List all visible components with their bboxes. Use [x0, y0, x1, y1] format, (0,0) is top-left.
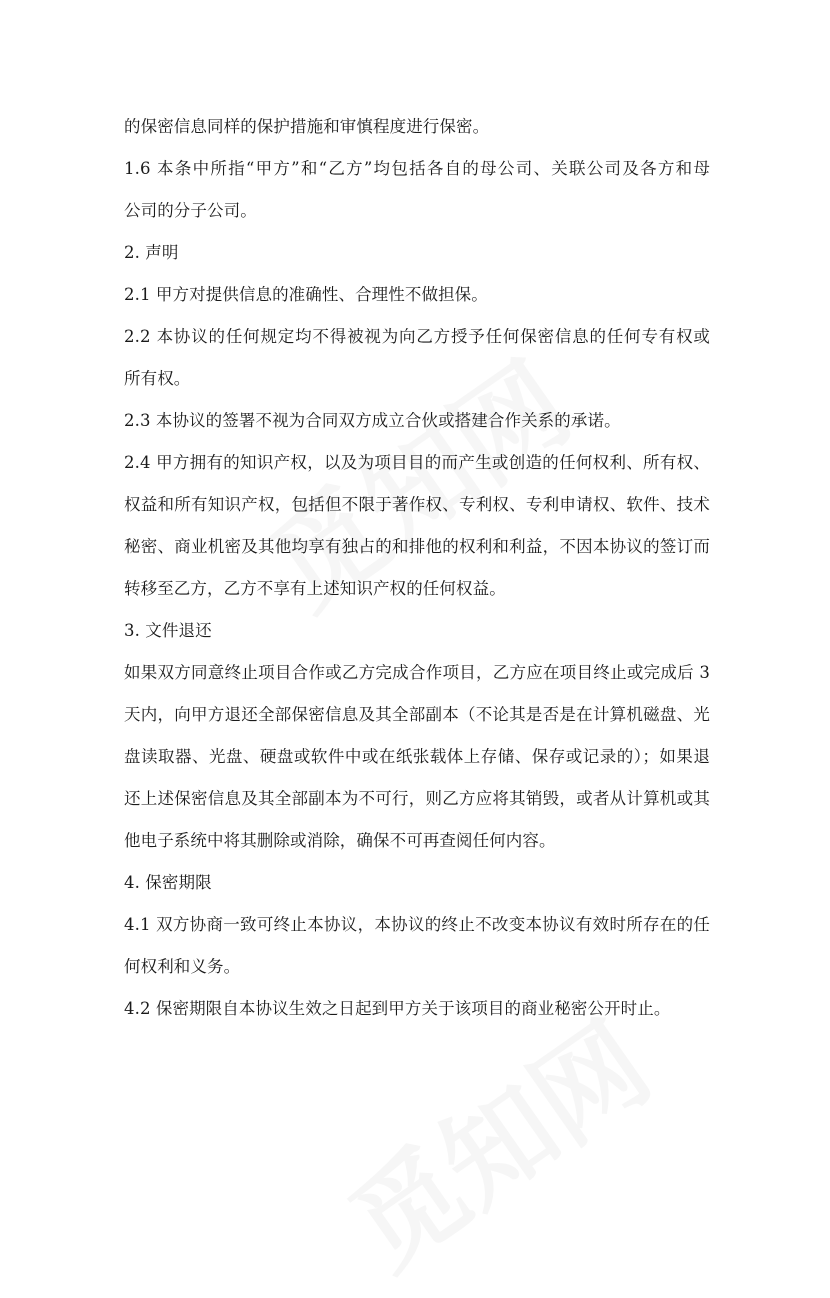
paragraph-line: 盘读取器、光盘、硬盘或软件中或在纸张载体上存储、保存或记录的）；如果退	[124, 747, 710, 766]
paragraph-line: 2.3 本协议的签署不视为合同双方成立合伙或搭建合作关系的承诺。	[124, 411, 621, 430]
paragraph-line: 4.1 双方协商一致可终止本协议，本协议的终止不改变本协议有效时所存在的任	[124, 915, 710, 934]
paragraph-line: 1.6 本条中所指“甲方”和“乙方”均包括各自的母公司、关联公司及各方和母	[124, 159, 710, 178]
paragraph-line: 4.2 保密期限自本协议生效之日起到甲方关于该项目的商业秘密公开时止。	[124, 999, 671, 1018]
paragraph-line: 权益和所有知识产权，包括但不限于著作权、专利权、专利申请权、软件、技术	[124, 495, 710, 514]
paragraph-line: 公司的分子公司。	[124, 201, 257, 220]
paragraph-line: 2.4 甲方拥有的知识产权，以及为项目目的而产生或创造的任何权利、所有权、	[124, 453, 710, 472]
paragraph-line: 秘密、商业机密及其他均享有独占的和排他的权利和利益，不因本协议的签订而	[124, 537, 710, 556]
section-heading: 2. 声明	[124, 243, 179, 262]
paragraph-line: 如果双方同意终止项目合作或乙方完成合作项目，乙方应在项目终止或完成后 3	[124, 663, 710, 682]
paragraph-line: 转移至乙方，乙方不享有上述知识产权的任何权益。	[124, 579, 506, 598]
paragraph-line: 他电子系统中将其删除或消除，确保不可再查阅任何内容。	[124, 831, 556, 850]
paragraph-line: 还上述保密信息及其全部副本为不可行，则乙方应将其销毁，或者从计算机或其	[124, 789, 710, 808]
paragraph-line: 天内，向甲方退还全部保密信息及其全部副本（不论其是否是在计算机磁盘、光	[124, 705, 710, 724]
paragraph-line: 2.1 甲方对提供信息的准确性、合理性不做担保。	[124, 285, 488, 304]
document-body	[124, 106, 710, 1030]
paragraph-line: 2.2 本协议的任何规定均不得被视为向乙方授予任何保密信息的任何专有权或	[124, 327, 710, 346]
section-heading: 3. 文件退还	[124, 621, 212, 640]
paragraph-line: 何权利和义务。	[124, 957, 241, 976]
paragraph-line: 的保密信息同样的保护措施和审慎程度进行保密。	[124, 117, 490, 136]
paragraph-line: 所有权。	[124, 369, 191, 388]
section-heading: 4. 保密期限	[124, 873, 212, 892]
